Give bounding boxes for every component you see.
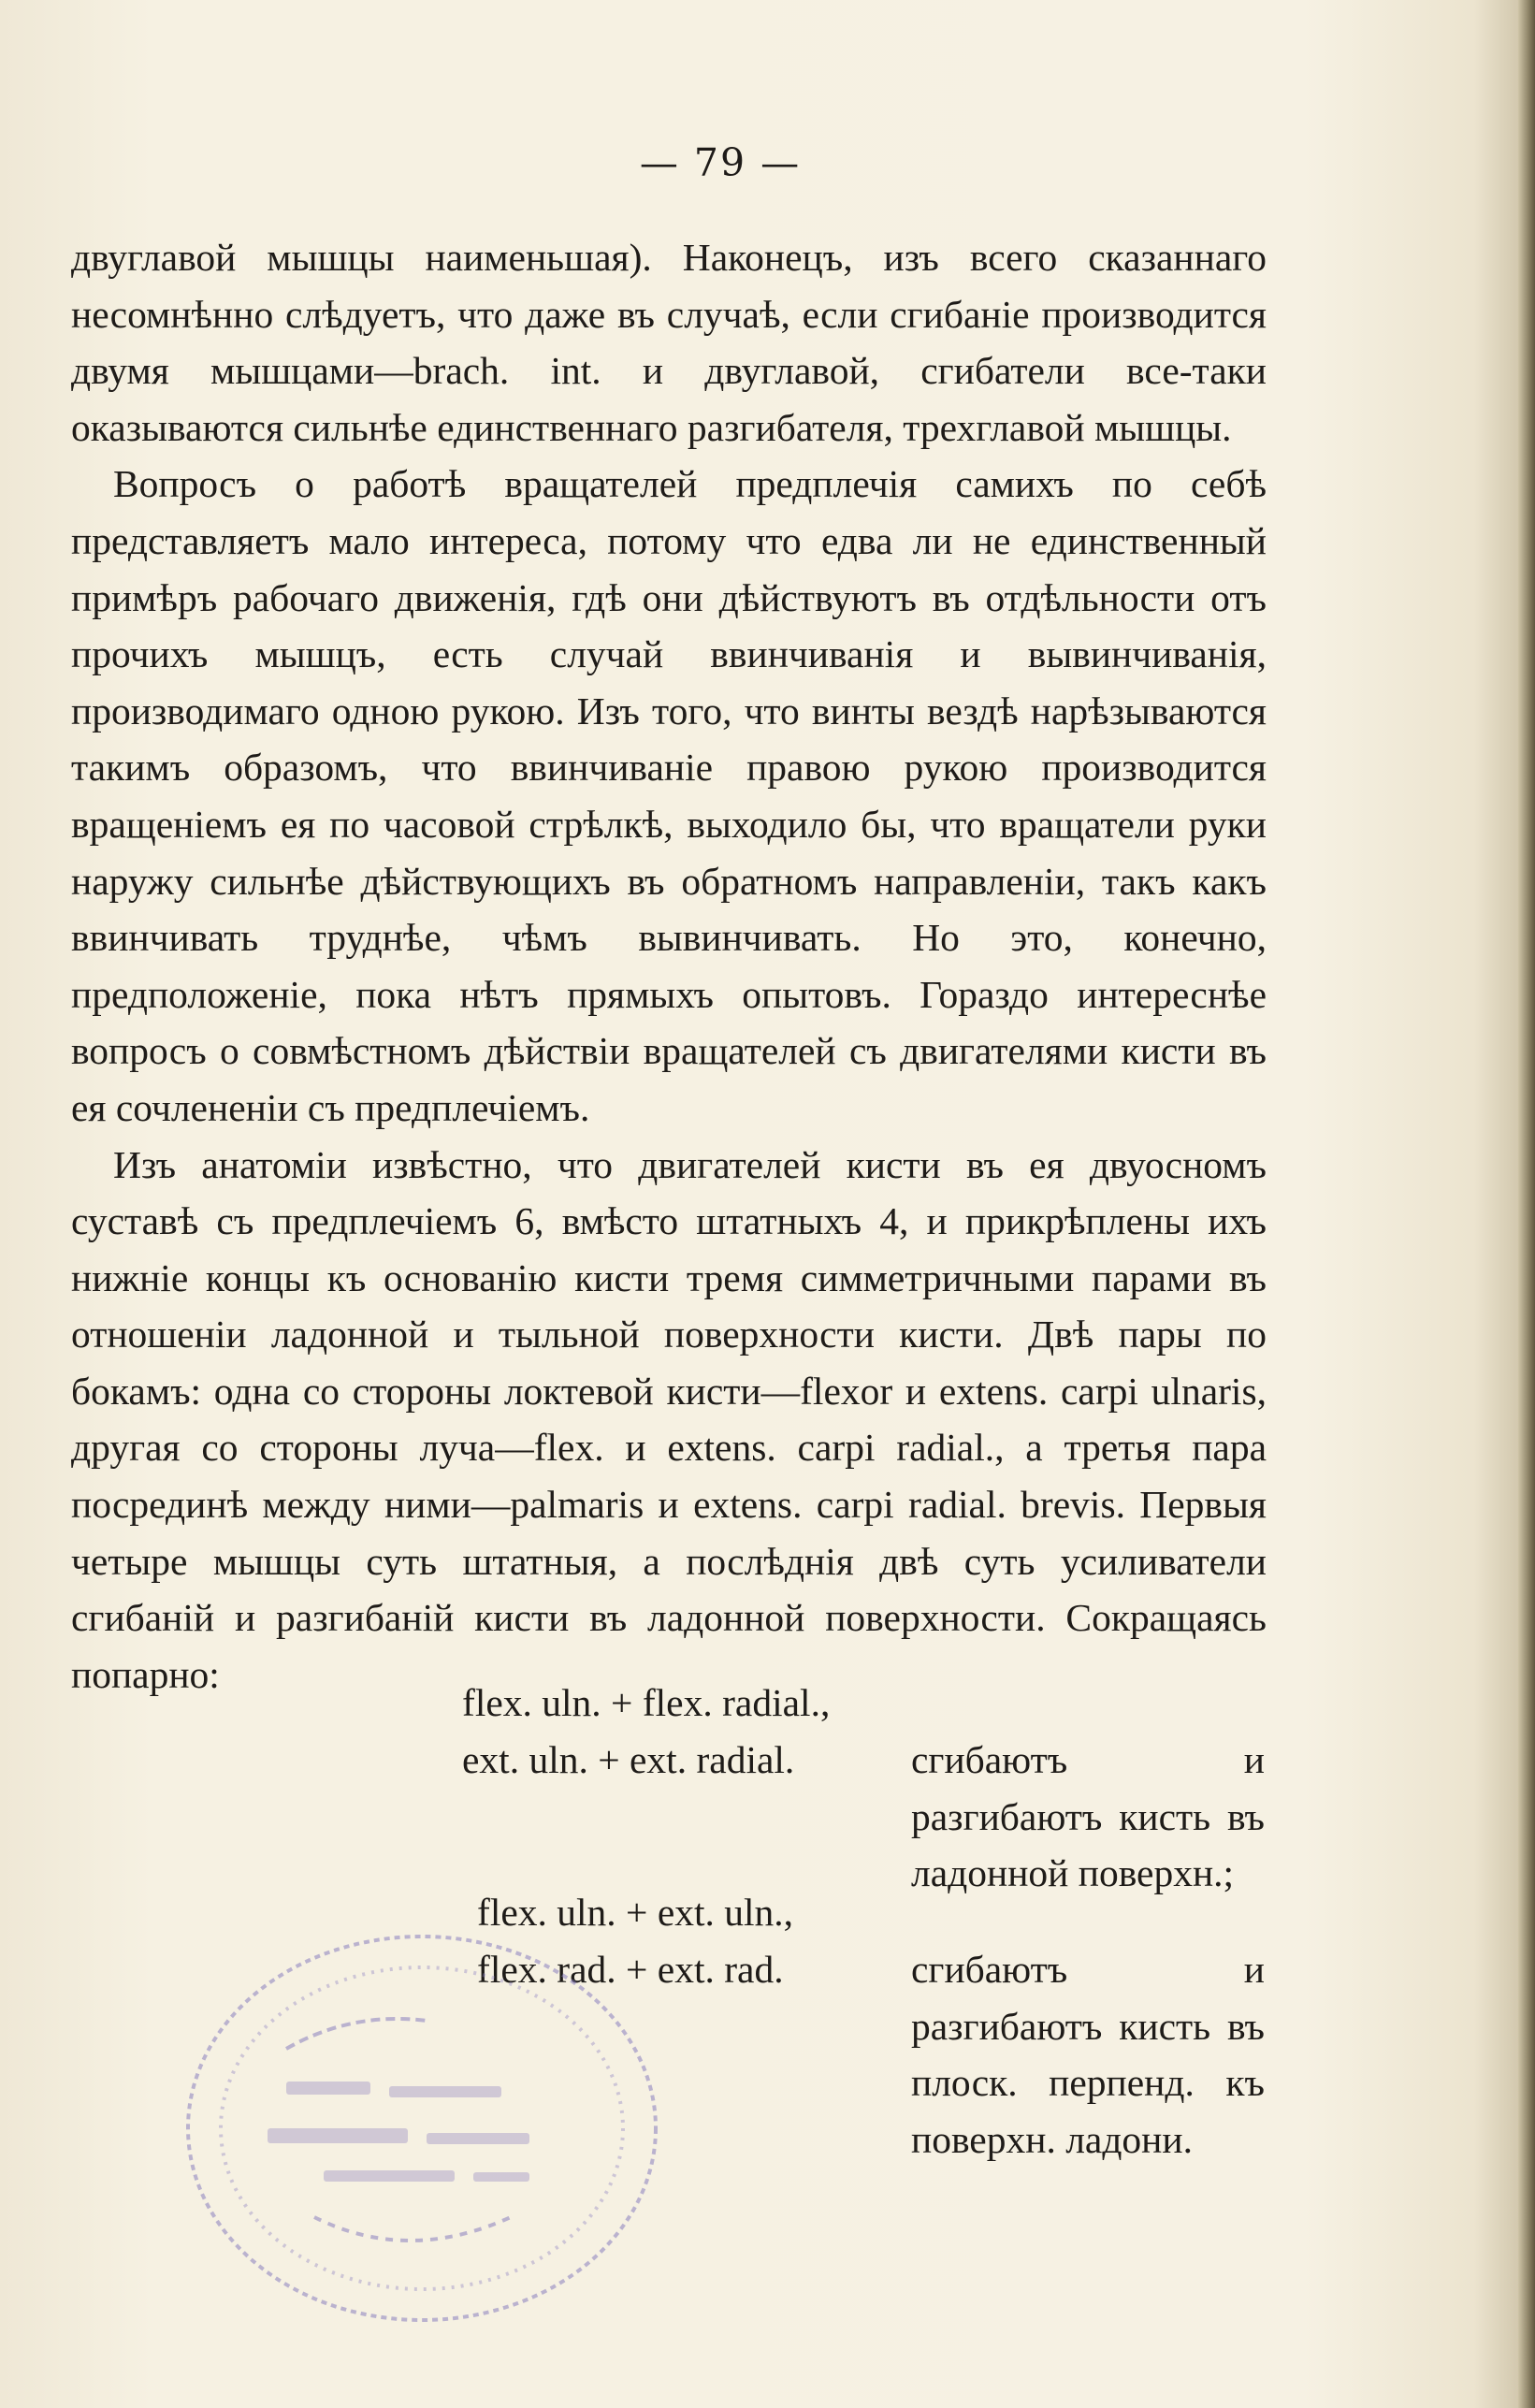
paragraph-3: Изъ анатоміи извѣстно, что двигателей кисти въ ея двуосномъ суставѣ съ предплечіемъ 6, вмѣсто штатныхъ 4, и прикрѣплены ихъ нижніе концы къ основанію кисти тремя симметричными парами въ отношеніи ладонной и тыльной поверхности кисти. Двѣ пары по бокамъ: одна со стороны локтевой кисти—flexor и extens. carpi ulnaris, другая со стороны луча—flex. и extens. carpi radial., а третья пара посрединѣ между ними—palmaris и extens. carpi radial. brevis. Первыя четыре мышцы суть штатныя, а послѣднія двѣ суть усиливатели сгибаній и разгибаній кисти въ ладонной поверхности. Сокращаясь попарно:: [71, 1142, 1267, 1696]
page-number: — 79 —: [639, 140, 802, 185]
formula-2-line-2: flex. rad. + ext. rad.: [477, 1948, 784, 1991]
paragraph-1: двуглавой мышцы наименьшая). Наконецъ, изъ всего сказаннаго несомнѣнно слѣдуетъ, что даже въ случаѣ, если сгибаніе производится двумя мышцами—brach. int. и двуглавой, сгибатели все-таки оказываются сильнѣе единственнаго разгибателя, трехглавой мышцы.: [71, 236, 1267, 449]
formula-2-line-1: flex. uln. + ext. uln.,: [477, 1891, 794, 1934]
formula-1-description: сгибаютъ и разгибаютъ кисть въ ладонной поверхн.;: [911, 1738, 1265, 1895]
formula-2-description: сгибаютъ и разгибаютъ кисть въ плоск. перпенд. къ поверхн. ладони.: [911, 1948, 1265, 2161]
library-stamp-image: [174, 1908, 698, 2339]
paragraph-2: Вопросъ о работѣ вращателей предплечія самихъ по себѣ представляетъ мало интереса, потому что едва ли не единственный примѣръ рабочаго движенія, гдѣ они дѣйствуютъ въ отдѣльности отъ прочихъ мышцъ, есть случай ввинчиванія и вывинчиванія, производимаго одною рукою. Изъ того, что винты вездѣ нарѣзываются такимъ образомъ, что ввинчиваніе правою рукою производится вращеніемъ ея по часовой стрѣлкѣ, выходило бы, что вращатели руки наружу сильнѣе дѣйствующихъ въ обратномъ направленіи, такъ какъ ввинчивать труднѣе, чѣмъ вывинчивать. Но это, конечно, предположеніе, пока нѣтъ прямыхъ опытовъ. Гораздо интереснѣе вопросъ о совмѣстномъ дѣйствіи вращателей съ двигателями кисти въ ея сочлененіи съ предплечіемъ.: [71, 462, 1267, 1129]
formula-1-line-2: ext. uln. + ext. radial.: [462, 1738, 795, 1781]
formula-1-line-1: flex. uln. + flex. radial.,: [462, 1681, 831, 1724]
